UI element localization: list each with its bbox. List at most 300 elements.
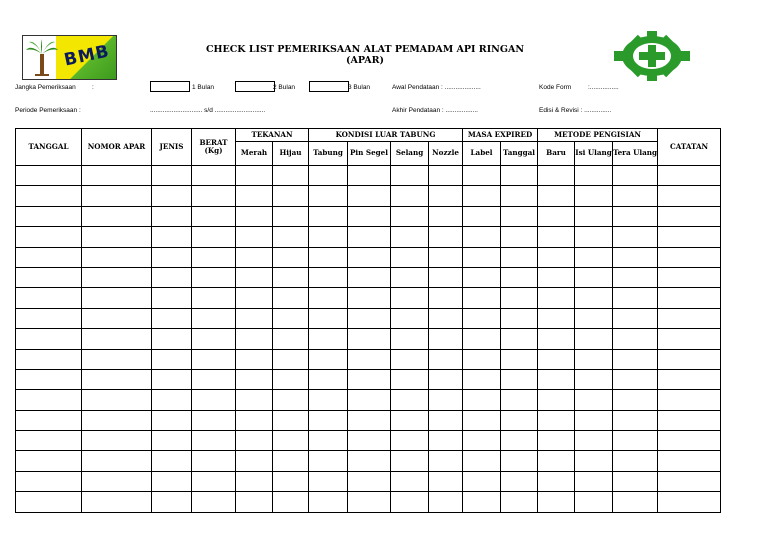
table-cell[interactable] [309, 471, 348, 491]
table-cell[interactable] [429, 288, 463, 308]
table-cell[interactable] [273, 308, 309, 328]
table-cell[interactable] [501, 166, 538, 186]
table-cell[interactable] [391, 206, 429, 226]
table-cell[interactable] [613, 390, 658, 410]
table-cell[interactable] [429, 451, 463, 471]
table-cell[interactable] [192, 267, 236, 287]
table-cell[interactable] [463, 431, 501, 451]
table-cell[interactable] [613, 369, 658, 389]
table-cell[interactable] [82, 492, 152, 512]
table-cell[interactable] [613, 267, 658, 287]
table-cell[interactable] [236, 431, 273, 451]
table-cell[interactable] [273, 451, 309, 471]
table-cell[interactable] [16, 369, 82, 389]
table-cell[interactable] [429, 267, 463, 287]
table-cell[interactable] [463, 227, 501, 247]
table-cell[interactable] [236, 329, 273, 349]
table-cell[interactable] [463, 390, 501, 410]
table-cell[interactable] [273, 410, 309, 430]
table-cell[interactable] [613, 308, 658, 328]
table-cell[interactable] [16, 166, 82, 186]
table-cell[interactable] [658, 431, 721, 451]
table-cell[interactable] [82, 308, 152, 328]
table-cell[interactable] [391, 492, 429, 512]
table-cell[interactable] [273, 329, 309, 349]
table-cell[interactable] [192, 349, 236, 369]
table-cell[interactable] [309, 492, 348, 512]
table-cell[interactable] [463, 206, 501, 226]
table-cell[interactable] [236, 349, 273, 369]
table-cell[interactable] [82, 471, 152, 491]
table-cell[interactable] [575, 329, 613, 349]
table-cell[interactable] [192, 166, 236, 186]
table-cell[interactable] [82, 186, 152, 206]
table-cell[interactable] [16, 247, 82, 267]
table-cell[interactable] [192, 206, 236, 226]
table-cell[interactable] [192, 410, 236, 430]
table-cell[interactable] [575, 166, 613, 186]
table-cell[interactable] [82, 206, 152, 226]
table-cell[interactable] [429, 410, 463, 430]
table-cell[interactable] [429, 329, 463, 349]
table-cell[interactable] [309, 451, 348, 471]
table-cell[interactable] [152, 451, 192, 471]
table-cell[interactable] [538, 267, 575, 287]
table-cell[interactable] [236, 369, 273, 389]
option-2-bulan-label: 2 Bulan [273, 84, 296, 91]
table-cell[interactable] [658, 451, 721, 471]
table-cell[interactable] [348, 247, 391, 267]
table-cell[interactable] [501, 247, 538, 267]
table-cell[interactable] [658, 390, 721, 410]
table-cell[interactable] [575, 451, 613, 471]
table-cell[interactable] [538, 308, 575, 328]
kode-form-label: Kode Form [539, 84, 572, 91]
table-cell[interactable] [501, 410, 538, 430]
table-cell[interactable] [575, 247, 613, 267]
table-cell[interactable] [192, 451, 236, 471]
table-cell[interactable] [236, 492, 273, 512]
table-cell[interactable] [192, 431, 236, 451]
table-cell[interactable] [192, 390, 236, 410]
table-cell[interactable] [538, 186, 575, 206]
table-cell[interactable] [613, 329, 658, 349]
table-cell[interactable] [273, 431, 309, 451]
table-cell[interactable] [152, 349, 192, 369]
table-cell[interactable] [613, 471, 658, 491]
table-cell[interactable] [575, 186, 613, 206]
header-metode-pengisian: METODE PENGISIAN [538, 129, 658, 142]
table-cell[interactable] [429, 369, 463, 389]
table-cell[interactable] [575, 369, 613, 389]
table-cell[interactable] [348, 329, 391, 349]
table-cell[interactable] [538, 247, 575, 267]
table-cell[interactable] [391, 166, 429, 186]
checkbox-2-bulan[interactable] [235, 81, 275, 92]
table-cell[interactable] [16, 471, 82, 491]
table-cell[interactable] [501, 349, 538, 369]
table-cell[interactable] [152, 247, 192, 267]
table-cell[interactable] [463, 329, 501, 349]
table-cell[interactable] [501, 492, 538, 512]
table-cell[interactable] [429, 247, 463, 267]
table-cell[interactable] [192, 288, 236, 308]
table-cell[interactable] [658, 267, 721, 287]
table-cell[interactable] [309, 186, 348, 206]
table-cell[interactable] [82, 451, 152, 471]
table-cell[interactable] [82, 431, 152, 451]
table-cell[interactable] [538, 369, 575, 389]
table-cell[interactable] [658, 308, 721, 328]
jangka-pemeriksaan-label: Jangka Pemeriksaan [15, 84, 76, 91]
table-cell[interactable] [16, 329, 82, 349]
table-cell[interactable] [501, 206, 538, 226]
table-cell[interactable] [152, 369, 192, 389]
table-cell[interactable] [501, 471, 538, 491]
table-cell[interactable] [236, 227, 273, 247]
table-cell[interactable] [391, 471, 429, 491]
table-row [16, 308, 721, 328]
table-cell[interactable] [273, 288, 309, 308]
table-cell[interactable] [463, 471, 501, 491]
table-cell[interactable] [16, 186, 82, 206]
table-cell[interactable] [152, 410, 192, 430]
table-cell[interactable] [501, 308, 538, 328]
table-cell[interactable] [575, 431, 613, 451]
table-cell[interactable] [391, 267, 429, 287]
table-cell[interactable] [429, 492, 463, 512]
table-cell[interactable] [463, 288, 501, 308]
table-cell[interactable] [309, 247, 348, 267]
table-cell[interactable] [152, 166, 192, 186]
table-cell[interactable] [613, 227, 658, 247]
table-cell[interactable] [82, 410, 152, 430]
header-catatan: CATATAN [658, 129, 721, 166]
table-cell[interactable] [391, 431, 429, 451]
table-cell[interactable] [16, 349, 82, 369]
table-cell[interactable] [658, 410, 721, 430]
table-cell[interactable] [463, 410, 501, 430]
table-cell[interactable] [538, 471, 575, 491]
table-cell[interactable] [82, 329, 152, 349]
table-cell[interactable] [309, 329, 348, 349]
table-cell[interactable] [391, 288, 429, 308]
document-title: CHECK LIST PEMERIKSAAN ALAT PEMADAM API RINGAN (APAR) [205, 44, 525, 66]
table-cell[interactable] [463, 267, 501, 287]
table-cell[interactable] [429, 186, 463, 206]
table-cell[interactable] [192, 329, 236, 349]
table-cell[interactable] [613, 431, 658, 451]
subheader-tabung: Tabung [309, 142, 348, 166]
table-cell[interactable] [429, 431, 463, 451]
table-cell[interactable] [309, 410, 348, 430]
table-cell[interactable] [236, 288, 273, 308]
table-cell[interactable] [152, 308, 192, 328]
table-cell[interactable] [348, 227, 391, 247]
table-cell[interactable] [348, 431, 391, 451]
table-cell[interactable] [538, 349, 575, 369]
table-cell[interactable] [391, 410, 429, 430]
table-cell[interactable] [236, 471, 273, 491]
table-cell[interactable] [309, 206, 348, 226]
table-cell[interactable] [658, 166, 721, 186]
checkbox-1-bulan[interactable] [150, 81, 190, 92]
table-cell[interactable] [538, 410, 575, 430]
table-cell[interactable] [192, 369, 236, 389]
table-cell[interactable] [575, 267, 613, 287]
table-cell[interactable] [236, 267, 273, 287]
table-cell[interactable] [236, 308, 273, 328]
subheader-hijau: Hijau [273, 142, 309, 166]
table-cell[interactable] [16, 492, 82, 512]
table-cell[interactable] [658, 349, 721, 369]
table-cell[interactable] [192, 186, 236, 206]
table-cell[interactable] [391, 390, 429, 410]
table-cell[interactable] [16, 267, 82, 287]
table-cell[interactable] [16, 431, 82, 451]
table-cell[interactable] [16, 410, 82, 430]
table-cell[interactable] [501, 390, 538, 410]
table-cell[interactable] [309, 308, 348, 328]
table-cell[interactable] [391, 369, 429, 389]
subheader-baru: Baru [538, 142, 575, 166]
table-cell[interactable] [658, 227, 721, 247]
table-cell[interactable] [309, 166, 348, 186]
table-cell[interactable] [391, 227, 429, 247]
table-cell[interactable] [658, 186, 721, 206]
table-cell[interactable] [309, 369, 348, 389]
k3-gear-cross-icon [612, 30, 692, 82]
table-cell[interactable] [501, 451, 538, 471]
table-cell[interactable] [236, 451, 273, 471]
table-cell[interactable] [273, 227, 309, 247]
table-cell[interactable] [152, 186, 192, 206]
table-cell[interactable] [429, 308, 463, 328]
table-cell[interactable] [152, 288, 192, 308]
header-tekanan: TEKANAN [236, 129, 309, 142]
table-cell[interactable] [236, 390, 273, 410]
table-cell[interactable] [658, 329, 721, 349]
table-cell[interactable] [429, 227, 463, 247]
table-row [16, 471, 721, 491]
table-cell[interactable] [501, 431, 538, 451]
table-cell[interactable] [348, 390, 391, 410]
table-cell[interactable] [391, 308, 429, 328]
table-cell[interactable] [391, 186, 429, 206]
table-cell[interactable] [348, 451, 391, 471]
table-cell[interactable] [348, 288, 391, 308]
table-cell[interactable] [152, 492, 192, 512]
table-cell[interactable] [613, 186, 658, 206]
table-cell[interactable] [575, 349, 613, 369]
table-row [16, 227, 721, 247]
table-cell[interactable] [501, 267, 538, 287]
table-cell[interactable] [538, 206, 575, 226]
table-cell[interactable] [273, 267, 309, 287]
table-cell[interactable] [273, 166, 309, 186]
table-cell[interactable] [391, 451, 429, 471]
table-cell[interactable] [236, 247, 273, 267]
table-cell[interactable] [429, 471, 463, 491]
table-cell[interactable] [613, 410, 658, 430]
table-cell[interactable] [429, 206, 463, 226]
table-cell[interactable] [236, 410, 273, 430]
table-cell[interactable] [538, 492, 575, 512]
table-row [16, 451, 721, 471]
header-berat-unit: (Kg) [204, 146, 223, 155]
table-cell[interactable] [575, 227, 613, 247]
table-cell[interactable] [501, 288, 538, 308]
table-cell[interactable] [309, 288, 348, 308]
table-cell[interactable] [82, 227, 152, 247]
table-cell[interactable] [82, 288, 152, 308]
table-cell[interactable] [152, 471, 192, 491]
table-cell[interactable] [236, 186, 273, 206]
akhir-pendataan-field[interactable]: Akhir Pendataan : .................. [392, 107, 478, 114]
table-cell[interactable] [575, 492, 613, 512]
table-cell[interactable] [309, 390, 348, 410]
table-cell[interactable] [348, 410, 391, 430]
table-cell[interactable] [463, 247, 501, 267]
table-cell[interactable] [613, 166, 658, 186]
table-cell[interactable] [501, 186, 538, 206]
table-cell[interactable] [658, 247, 721, 267]
table-cell[interactable] [192, 227, 236, 247]
table-cell[interactable] [16, 288, 82, 308]
edisi-revisi-field[interactable]: Edisi & Revisi : ............... [539, 107, 612, 114]
table-cell[interactable] [658, 288, 721, 308]
table-cell[interactable] [273, 247, 309, 267]
table-cell[interactable] [192, 247, 236, 267]
checkbox-3-bulan[interactable] [309, 81, 349, 92]
table-cell[interactable] [658, 206, 721, 226]
table-cell[interactable] [348, 186, 391, 206]
table-cell[interactable] [613, 247, 658, 267]
table-cell[interactable] [613, 451, 658, 471]
table-cell[interactable] [82, 349, 152, 369]
table-cell[interactable] [82, 369, 152, 389]
table-cell[interactable] [236, 166, 273, 186]
table-cell[interactable] [463, 166, 501, 186]
awal-pendataan-field[interactable]: Awal Pendataan : .................... [392, 84, 481, 91]
table-cell[interactable] [575, 390, 613, 410]
table-cell[interactable] [538, 390, 575, 410]
table-cell[interactable] [348, 267, 391, 287]
table-cell[interactable] [236, 206, 273, 226]
table-cell[interactable] [391, 329, 429, 349]
table-cell[interactable] [273, 492, 309, 512]
table-cell[interactable] [348, 206, 391, 226]
table-cell[interactable] [348, 349, 391, 369]
table-cell[interactable] [613, 206, 658, 226]
table-cell[interactable] [429, 390, 463, 410]
table-cell[interactable] [348, 166, 391, 186]
table-cell[interactable] [613, 288, 658, 308]
table-cell[interactable] [152, 329, 192, 349]
table-cell[interactable] [575, 410, 613, 430]
table-cell[interactable] [152, 431, 192, 451]
table-cell[interactable] [82, 390, 152, 410]
table-cell[interactable] [273, 186, 309, 206]
option-1-bulan-label: 1 Bulan [192, 84, 215, 91]
table-cell[interactable] [501, 227, 538, 247]
table-cell[interactable] [463, 492, 501, 512]
kode-form-field[interactable]: :................ [588, 84, 619, 91]
table-cell[interactable] [152, 390, 192, 410]
table-cell[interactable] [152, 206, 192, 226]
table-cell[interactable] [463, 451, 501, 471]
table-cell[interactable] [192, 492, 236, 512]
table-cell[interactable] [309, 267, 348, 287]
table-cell[interactable] [16, 451, 82, 471]
table-cell[interactable] [463, 308, 501, 328]
table-cell[interactable] [309, 227, 348, 247]
table-cell[interactable] [429, 166, 463, 186]
table-cell[interactable] [538, 431, 575, 451]
table-cell[interactable] [348, 369, 391, 389]
table-cell[interactable] [575, 308, 613, 328]
table-cell[interactable] [273, 390, 309, 410]
table-row [16, 492, 721, 512]
table-cell[interactable] [16, 308, 82, 328]
table-cell[interactable] [658, 492, 721, 512]
table-cell[interactable] [82, 166, 152, 186]
table-cell[interactable] [391, 349, 429, 369]
table-cell[interactable] [82, 267, 152, 287]
table-cell[interactable] [309, 431, 348, 451]
table-cell[interactable] [575, 471, 613, 491]
table-cell[interactable] [152, 227, 192, 247]
table-cell[interactable] [348, 308, 391, 328]
table-cell[interactable] [613, 349, 658, 369]
table-cell[interactable] [16, 206, 82, 226]
table-cell[interactable] [538, 451, 575, 471]
table-cell[interactable] [501, 369, 538, 389]
table-cell[interactable] [152, 267, 192, 287]
table-cell[interactable] [273, 349, 309, 369]
table-cell[interactable] [273, 369, 309, 389]
periode-range-field[interactable]: ............................. s/d ............................ [150, 107, 266, 114]
table-cell[interactable] [538, 329, 575, 349]
table-cell[interactable] [16, 227, 82, 247]
table-cell[interactable] [192, 471, 236, 491]
table-cell[interactable] [463, 186, 501, 206]
table-cell[interactable] [538, 166, 575, 186]
table-cell[interactable] [273, 471, 309, 491]
table-cell[interactable] [16, 390, 82, 410]
table-cell[interactable] [82, 247, 152, 267]
table-cell[interactable] [658, 471, 721, 491]
table-cell[interactable] [575, 206, 613, 226]
table-cell[interactable] [348, 492, 391, 512]
table-cell[interactable] [192, 308, 236, 328]
subheader-tanggal: Tanggal [501, 142, 538, 166]
table-cell[interactable] [463, 369, 501, 389]
table-cell[interactable] [348, 471, 391, 491]
table-cell[interactable] [309, 349, 348, 369]
table-cell[interactable] [429, 349, 463, 369]
table-cell[interactable] [538, 288, 575, 308]
table-cell[interactable] [273, 206, 309, 226]
table-cell[interactable] [575, 288, 613, 308]
table-cell[interactable] [463, 349, 501, 369]
option-3-bulan-label: 3 Bulan [348, 84, 371, 91]
table-cell[interactable] [613, 492, 658, 512]
table-cell[interactable] [391, 247, 429, 267]
table-cell[interactable] [658, 369, 721, 389]
table-cell[interactable] [538, 227, 575, 247]
table-cell[interactable] [501, 329, 538, 349]
